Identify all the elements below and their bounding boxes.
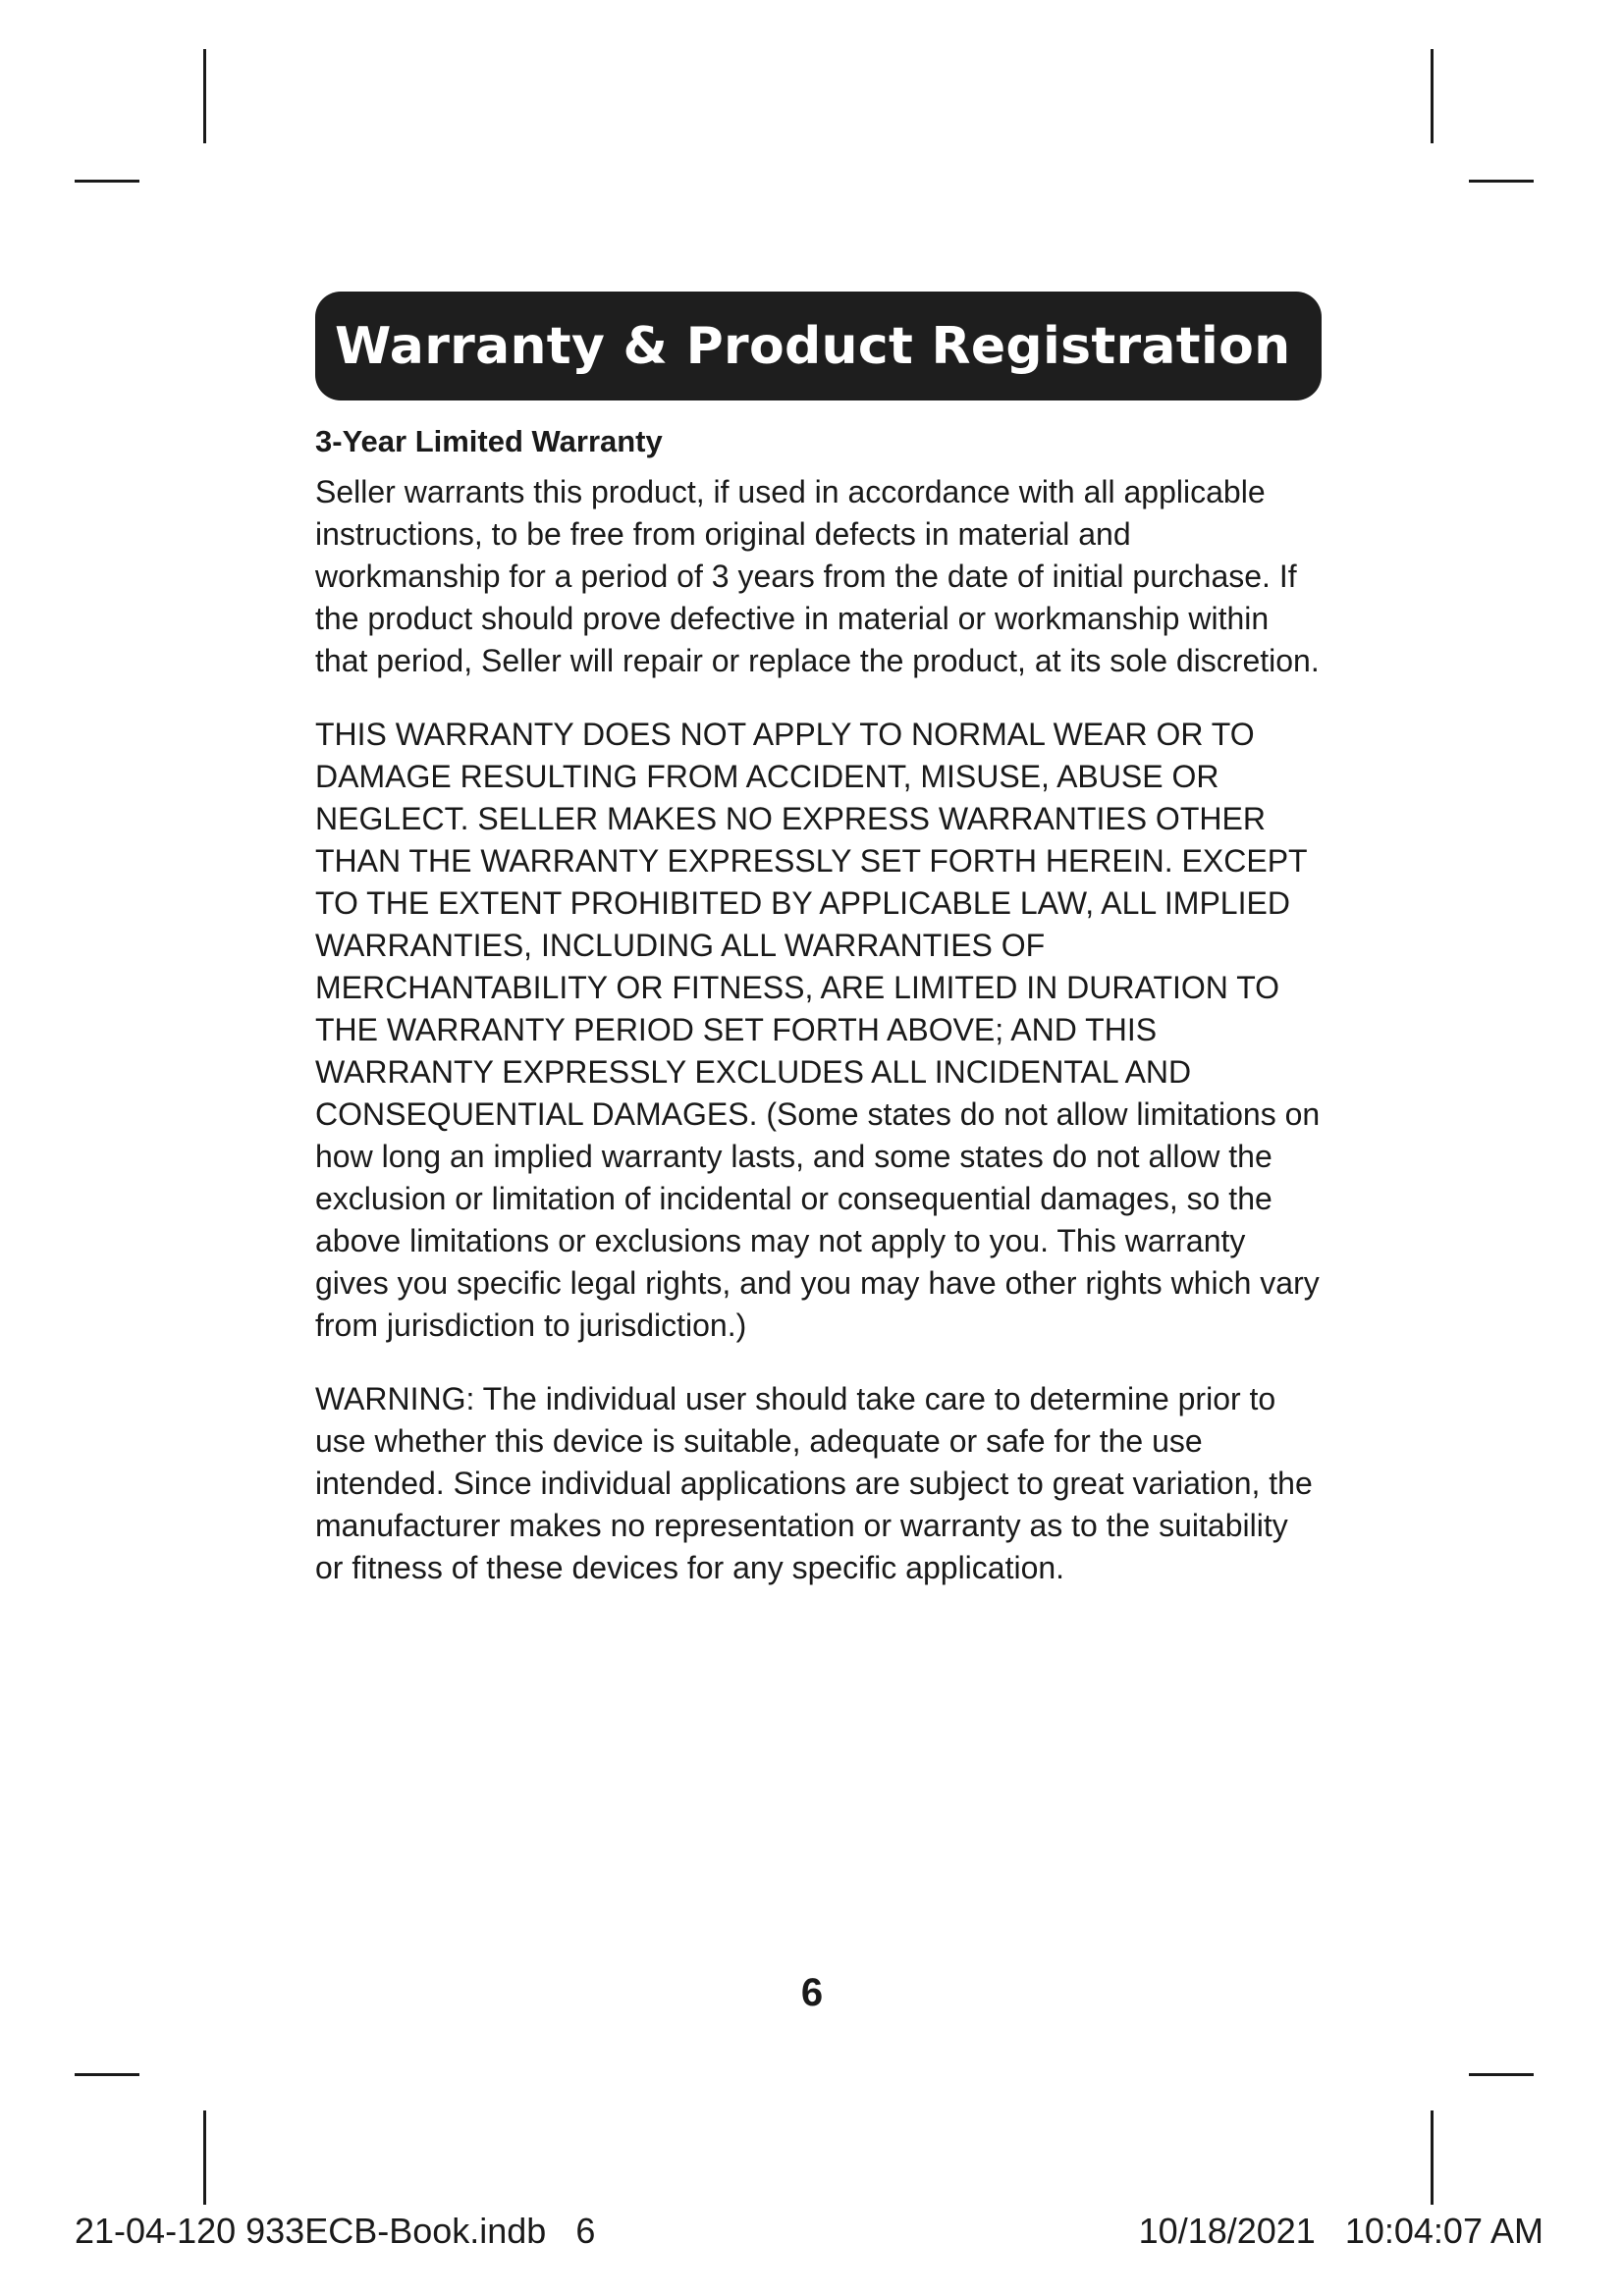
crop-mark-bottom-left-horizontal [75, 2073, 139, 2076]
footer-file-info: 21-04-120 933ECB-Book.indb 6 [75, 2211, 596, 2251]
crop-mark-top-right-vertical [1431, 49, 1434, 143]
disclaimer-paragraph: THIS WARRANTY DOES NOT APPLY TO NORMAL WEAR OR TO DAMAGE RESULTING FROM ACCIDENT, MISUSE, ABUSE OR NEGLECT. SELLER MAKES NO EXPRESS WARRANTIES OTHER THAN THE WARRANTY EXPRESSLY SET FORTH HEREIN. EXCEPT TO THE EXTENT PROHIBITED BY APPLICABLE LAW, ALL IMPLIED WARRANTIES, INCLUDING ALL WARRANTIES OF MERCHANTABILITY OR FITNESS, ARE LIMITED IN DURATION TO THE WARRANTY PERIOD SET FORTH ABOVE; AND THIS WARRANTY EXPRESSLY EXCLUDES ALL INCIDENTAL AND CONSEQUENTIAL DAMAGES. (Some states do not allow limitations on how long an implied warranty lasts, and some states do not allow the exclusion or limitation of incidental or consequential damages, so the above limitations or exclusions may not apply to you. This warranty gives you specific legal rights, and you may have other rights which vary from jurisdiction to jurisdiction.) [315, 717, 1321, 1343]
crop-mark-top-left-vertical [203, 49, 206, 143]
page-title: Warranty & Product Registration [335, 316, 1291, 376]
page-content [315, 292, 1322, 1621]
title-banner [315, 292, 1322, 400]
footer-timestamp: 10/18/2021 10:04:07 AM [1138, 2211, 1543, 2251]
page-number: 6 [800, 1971, 824, 2014]
crop-mark-top-left-horizontal [75, 180, 139, 183]
section-heading: 3-Year Limited Warranty [315, 424, 663, 458]
crop-mark-bottom-right-vertical [1431, 2110, 1434, 2205]
warranty-paragraph: Seller warrants this product, if used in accordance with all applicable instructions, to be free from original defects in material and workmanship for a period of 3 years from the date of initial purchase. If the product should prove defective in material or workmanship within that period, Seller will repair or replace the product, at its sole discretion. [315, 474, 1320, 678]
crop-mark-bottom-left-vertical [203, 2110, 206, 2205]
crop-mark-top-right-horizontal [1469, 180, 1534, 183]
crop-mark-bottom-right-horizontal [1469, 2073, 1534, 2076]
warning-paragraph: WARNING: The individual user should take care to determine prior to use whether this device is suitable, adequate or safe for the use intended. Since individual applications are subject to great variation, the manufacturer makes no representation or warranty as to the suitability or fitness of these devices for any specific application. [315, 1381, 1313, 1585]
